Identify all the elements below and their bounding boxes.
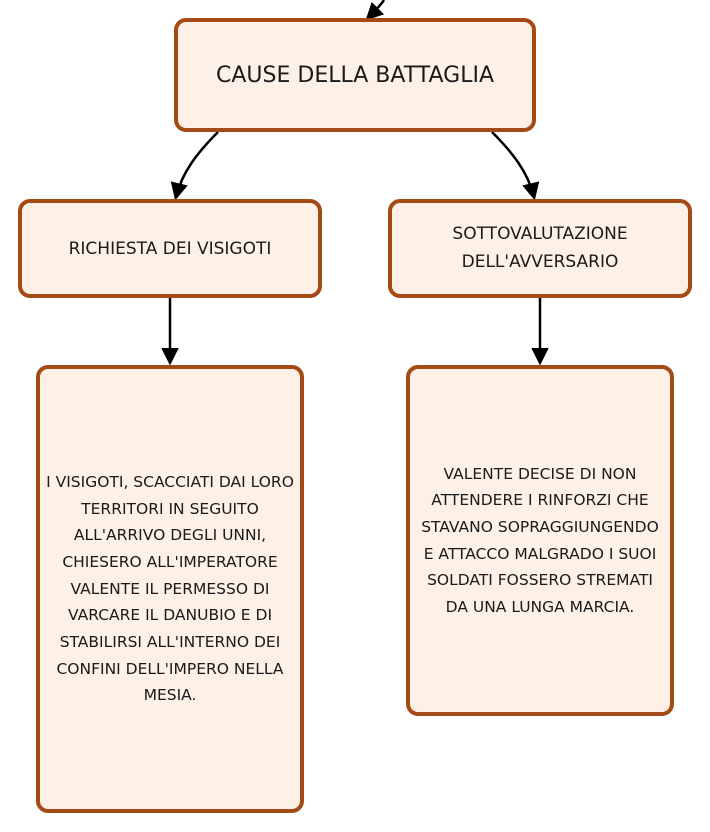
- edge-root-to-right: [492, 132, 534, 197]
- node-valente-detail-text: VALENTE DECISE DI NON ATTENDERE I RINFORZI CHE STAVANO SOPRAGGIUNGENDO E ATTACCO MALGRADO I SUOI SOLDATI FOSSERO STREMATI DA UNA LUNGA MARCIA.: [421, 464, 659, 616]
- edge-incoming-root: [368, 0, 384, 18]
- node-visigoti-detail: [36, 365, 304, 813]
- node-sottovalutazione-label: SOTTOVALUTAZIONE DELL'AVVERSARIO: [452, 224, 628, 272]
- edge-root-to-left: [176, 132, 218, 197]
- node-sottovalutazione: [388, 199, 692, 298]
- node-root-label: CAUSE DELLA BATTAGLIA: [216, 62, 494, 88]
- node-visigoti-detail-text: I VISIGOTI, SCACCIATI DAI LORO TERRITORI IN SEGUITO ALL'ARRIVO DEGLI UNNI, CHIESERO ALL'IMPERATORE VALENTE IL PERMESSO DI VARCARE IL DANUBIO E DI STABILIRSI ALL'INTERNO DEI CONFINI DELL'IMPERO NELLA MESIA.: [46, 473, 294, 705]
- node-richiesta-visigoti-label: RICHIESTA DEI VISIGOTI: [68, 238, 272, 259]
- node-richiesta-visigoti: [18, 199, 322, 298]
- node-valente-detail: [406, 365, 674, 716]
- node-root: [174, 18, 536, 132]
